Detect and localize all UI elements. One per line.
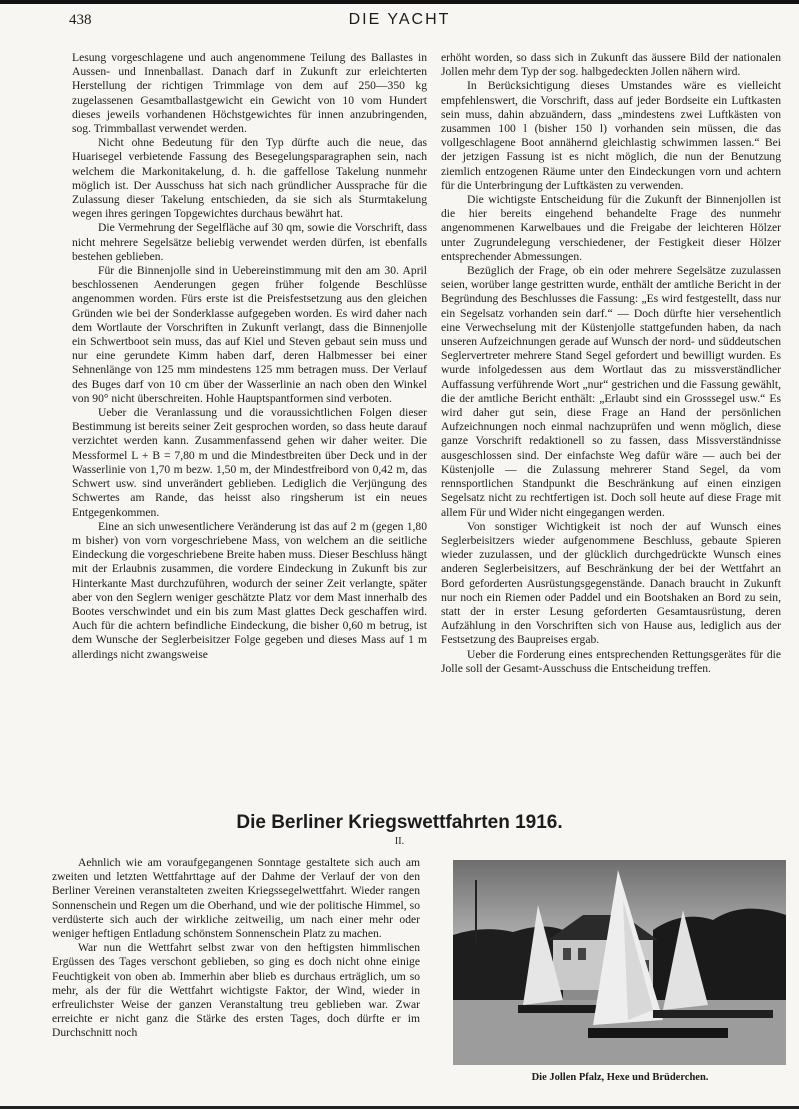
page-number: 438 — [69, 12, 92, 28]
paragraph: Aehnlich wie am voraufgegangenen Sonntage gestaltete sich auch am zweiten und letzten Wettfahrttage auf der Dahme der Verlauf der von den Berliner Vereinen veranstalteten zweiten Kriegssegelwettfahrt. Wieder rangen Sonnenschein und Regen um die Oberhand, und wie der politische Himmel, so verdüsterte sich auch der wirkliche zeitweilig, um nach einer mehr oder weniger heftigen Entladung schönstem Sonnenschein Platz zu machen. — [52, 856, 420, 941]
article-part-number: II. — [394, 836, 405, 847]
running-head: DIE YACHT — [348, 11, 451, 28]
paragraph: Lesung vorgeschlagene und auch angenommene Teilung des Ballastes in Aussen- und Innenballast. Danach darf in Zukunft zur erleichterten Herstellung der richtigen Trimmlage von dem auf 250—350 kg zugelassenen Gesamtballastgewicht ein Gewicht von 10 vom Hundert dieses jeweils vorhandenen Höchstgewichtes für innen anzubringenden, sog. Trimmballast verwendet werden. — [72, 51, 427, 136]
paragraph: Die Vermehrung der Segelfläche auf 30 qm, sowie die Vorschrift, dass nicht mehrere Segelsätze beliebig verwendet werden dürfen, ist ebenfalls bestehen geblieben. — [72, 221, 427, 263]
paragraph: Von sonstiger Wichtigkeit ist noch der auf Wunsch eines Seglerbeisitzers wieder aufgenommene Beschluss, gebaute Spieren wieder zuzulassen, und der glücklich durchgedrückte Wunsch eines anderen Seglerbeisitzers, auf Beschränkung der bei der Wettfahrt an Bord geforderten Ausrüstungsgegenstände. Danach braucht in Zukunft nur noch ein Riemen oder Paddel und ein Bootshaken an Bord zu sein, statt der in erster Lesung geforderten Gesamtausrüstung, deren Aufzählung in den Vorschriften sich von Hause aus, lediglich aus der Festsetzung des Baupreises ergab. — [441, 519, 781, 647]
photo-caption: Die Jollen Pfalz, Hexe und Brüderchen. — [531, 1072, 709, 1083]
sailing-dinghies-photo — [453, 860, 786, 1065]
paragraph: Ueber die Veranlassung und die voraussichtlichen Folgen dieser Bestimmung ist bereits seiner Zeit gesprochen worden, so dass heute darauf verzichtet werden kann. Zusammenfassend gehen wir daher weiter. Die Messformel L + B = 7,80 m und die Mindestbreiten über Deck und in der Wasserlinie von 1,70 m bezw. 1,50 m, der Mindestfreibord von 0,42 m, das Schwert usw. sind unverändert geblieben. Lediglich die Verjüngung des Schwertes am Rande, das heisst also ringsherum ist ein neues Entgegenkommen. — [72, 406, 427, 519]
paragraph: In Berücksichtigung dieses Umstandes wäre es vielleicht empfehlenswert, die Vorschrift, dass auf jeder Bordseite ein Luftkasten sein muss, dahin abzuändern, dass „mindestens zwei Luftkästen von zusammen 100 l (bisher 150 l) vorhanden sein müssen, die das vollgeschlagene Boot annähernd gleichlastig schwimmen lassen.“ Bei der jetzigen Fassung ist es nicht möglich, die nun der Benutzung ziemlich entzogenen Räume unter den Eindeckungen vorn und achtern für die Unterbringung der Luftkästen zu verwenden. — [441, 79, 781, 192]
top-rule — [0, 0, 799, 4]
right-column — [441, 51, 781, 676]
paragraph: erhöht worden, so dass sich in Zukunft das äussere Bild der nationalen Jollen mehr dem Typ der sog. halbgedeckten Jollen nähern wird. — [441, 51, 781, 79]
paragraph: War nun die Wettfahrt selbst zwar von den heftigsten himmlischen Ergüssen des Tages verschont geblieben, so ging es doch nicht ohne einige Feuchtigkeit von oben ab. Immerhin aber blieb es durchaus erträglich, um so mehr, als der für die Wettfahrt wichtigste Faktor, der Wind, wieder in erfreulichster Weise der ganzen Veranstaltung treu geblieben war. Zwar erreichte er nicht ganz die Stärke des ersten Tages, doch dürfte er im Durchschnitt noch — [52, 941, 420, 1040]
paragraph: Nicht ohne Bedeutung für den Typ dürfte auch die neue, das Huarisegel verbietende Fassung des Besegelungsparagraphen sein, nach welchem die Markonitakelung, d. h. die gaffellose Takelung nunmehr möglich ist. Der Ausschuss hat sich nach gründlicher Aussprache für die Zulassung dieser Takelung entschieden, da sie sich als Sturmtakelung wegen ihres geringen Topgewichtes durchaus bewährt hat. — [72, 136, 427, 221]
article-body — [52, 856, 420, 1041]
paragraph: Eine an sich unwesentlichere Veränderung ist das auf 2 m (gegen 1,80 m bisher) von vorn vorgeschriebene Mass, von welchem an die seitliche Eindeckung die vorgeschriebene Breite haben muss. Dieser Beschluss hängt mit der Erlaubnis zusammen, die vordere Eindeckung in Zukunft bis zur Hinterkante Mast durchzuführen, wodurch der seiner Zeit verlangte, später aber von den Seglern weniger geschätzte Platz vor dem Mast innerhalb des Bootes verschwindet und ein bis zum Mast glattes Deck geschaffen wird. Auch für die achtern befindliche Eindeckung, die bisher 0,60 m betrug, ist dem Wunsche der Seglerbeisitzer Folge gegeben und dieses Mass auf 1 m allerdings nicht zwangsweise — [72, 519, 427, 661]
paragraph: Ueber die Forderung eines entsprechenden Rettungsgerätes für die Jolle soll der Gesamt-Ausschuss die Entscheidung treffen. — [441, 647, 781, 675]
article-headline: Die Berliner Kriegswettfahrten 1916. — [236, 812, 563, 833]
paragraph: Bezüglich der Frage, ob ein oder mehrere Segelsätze zuzulassen seien, worüber lange gestritten wurde, enthält der amtliche Bericht in der Begründung des Beschlusses die Fassung: „Es wird festgestellt, dass nur ein Segelsatz vorhanden sein darf.“ — Doch dürfte hier versehentlich eine Verwechselung mit der Küstenjolle stattgefunden haben, da nach unseren Aufzeichnungen gerade auf Wunsch der nord- und süddeutschen Seglervertreter mehrere Stand Segel gefordert und bewilligt wurden. Es wurde infolgedessen aus dem Wortlaut das zu missverständlicher Auffassung verführende Wort „nur“ gestrichen und die Fassung gewählt, die der amtliche Bericht enthält: „Erlaubt sind ein Grosssegel usw.“ Es wird daher gut sein, diese Frage an Hand der persönlichen Aufzeichnungen noch einmal nachzuprüfen und wenn möglich, diese ganze Vorschrift redaktionell so zu fassen, dass Missverständnisse ausgeschlossen sind. Der einfachste Weg dafür wäre — auch bei der Küstenjolle — die Zulassung mehrerer Stand Segel, da vom rennsportlichen Standpunkt die Beschränkung auf einen einzigen Segelsatz nicht zu rechtfertigen ist. Doch soll heute auf diese Frage mit allem Für und Wider nicht eingegangen werden. — [441, 264, 781, 519]
photo-illustration — [453, 860, 786, 1065]
left-column — [72, 51, 427, 662]
paragraph: Die wichtigste Entscheidung für die Zukunft der Binnenjollen ist die hier bereits eingehend behandelte Frage des nunmehr angenommenen Karwelbaues und die Freigabe der leichteren Hölzer unter Zugrundelegung verschiedener, der Festigkeit dieser Hölzer entsprechender Abmessungen. — [441, 193, 781, 263]
paragraph: Für die Binnenjolle sind in Uebereinstimmung mit den am 30. April beschlossenen Aenderungen gegen früher folgende Beschlüsse angenommen worden. Fürs erste ist die Preisfestsetzung aus den gleichen Gründen wie bei der Sonderklasse aufgegeben worden. Es wird daher nach dem Wortlaute der Vorschriften in Zukunft verlangt, dass die Binnenjolle ein Schwertboot sein muss, das auf Kiel und Steven gebaut sein muss und nur eine gerundete Kimm haben darf, deren Halbmesser bei einer Sehnenlänge von 125 mm mindestens 125 mm betragen muss. Der Verlauf des Buges darf von 10 cm über der Wasserlinie an nach oben den Winkel von 90° nicht überschreiten. Hohle Hauptspantformen sind verboten. — [72, 264, 427, 405]
